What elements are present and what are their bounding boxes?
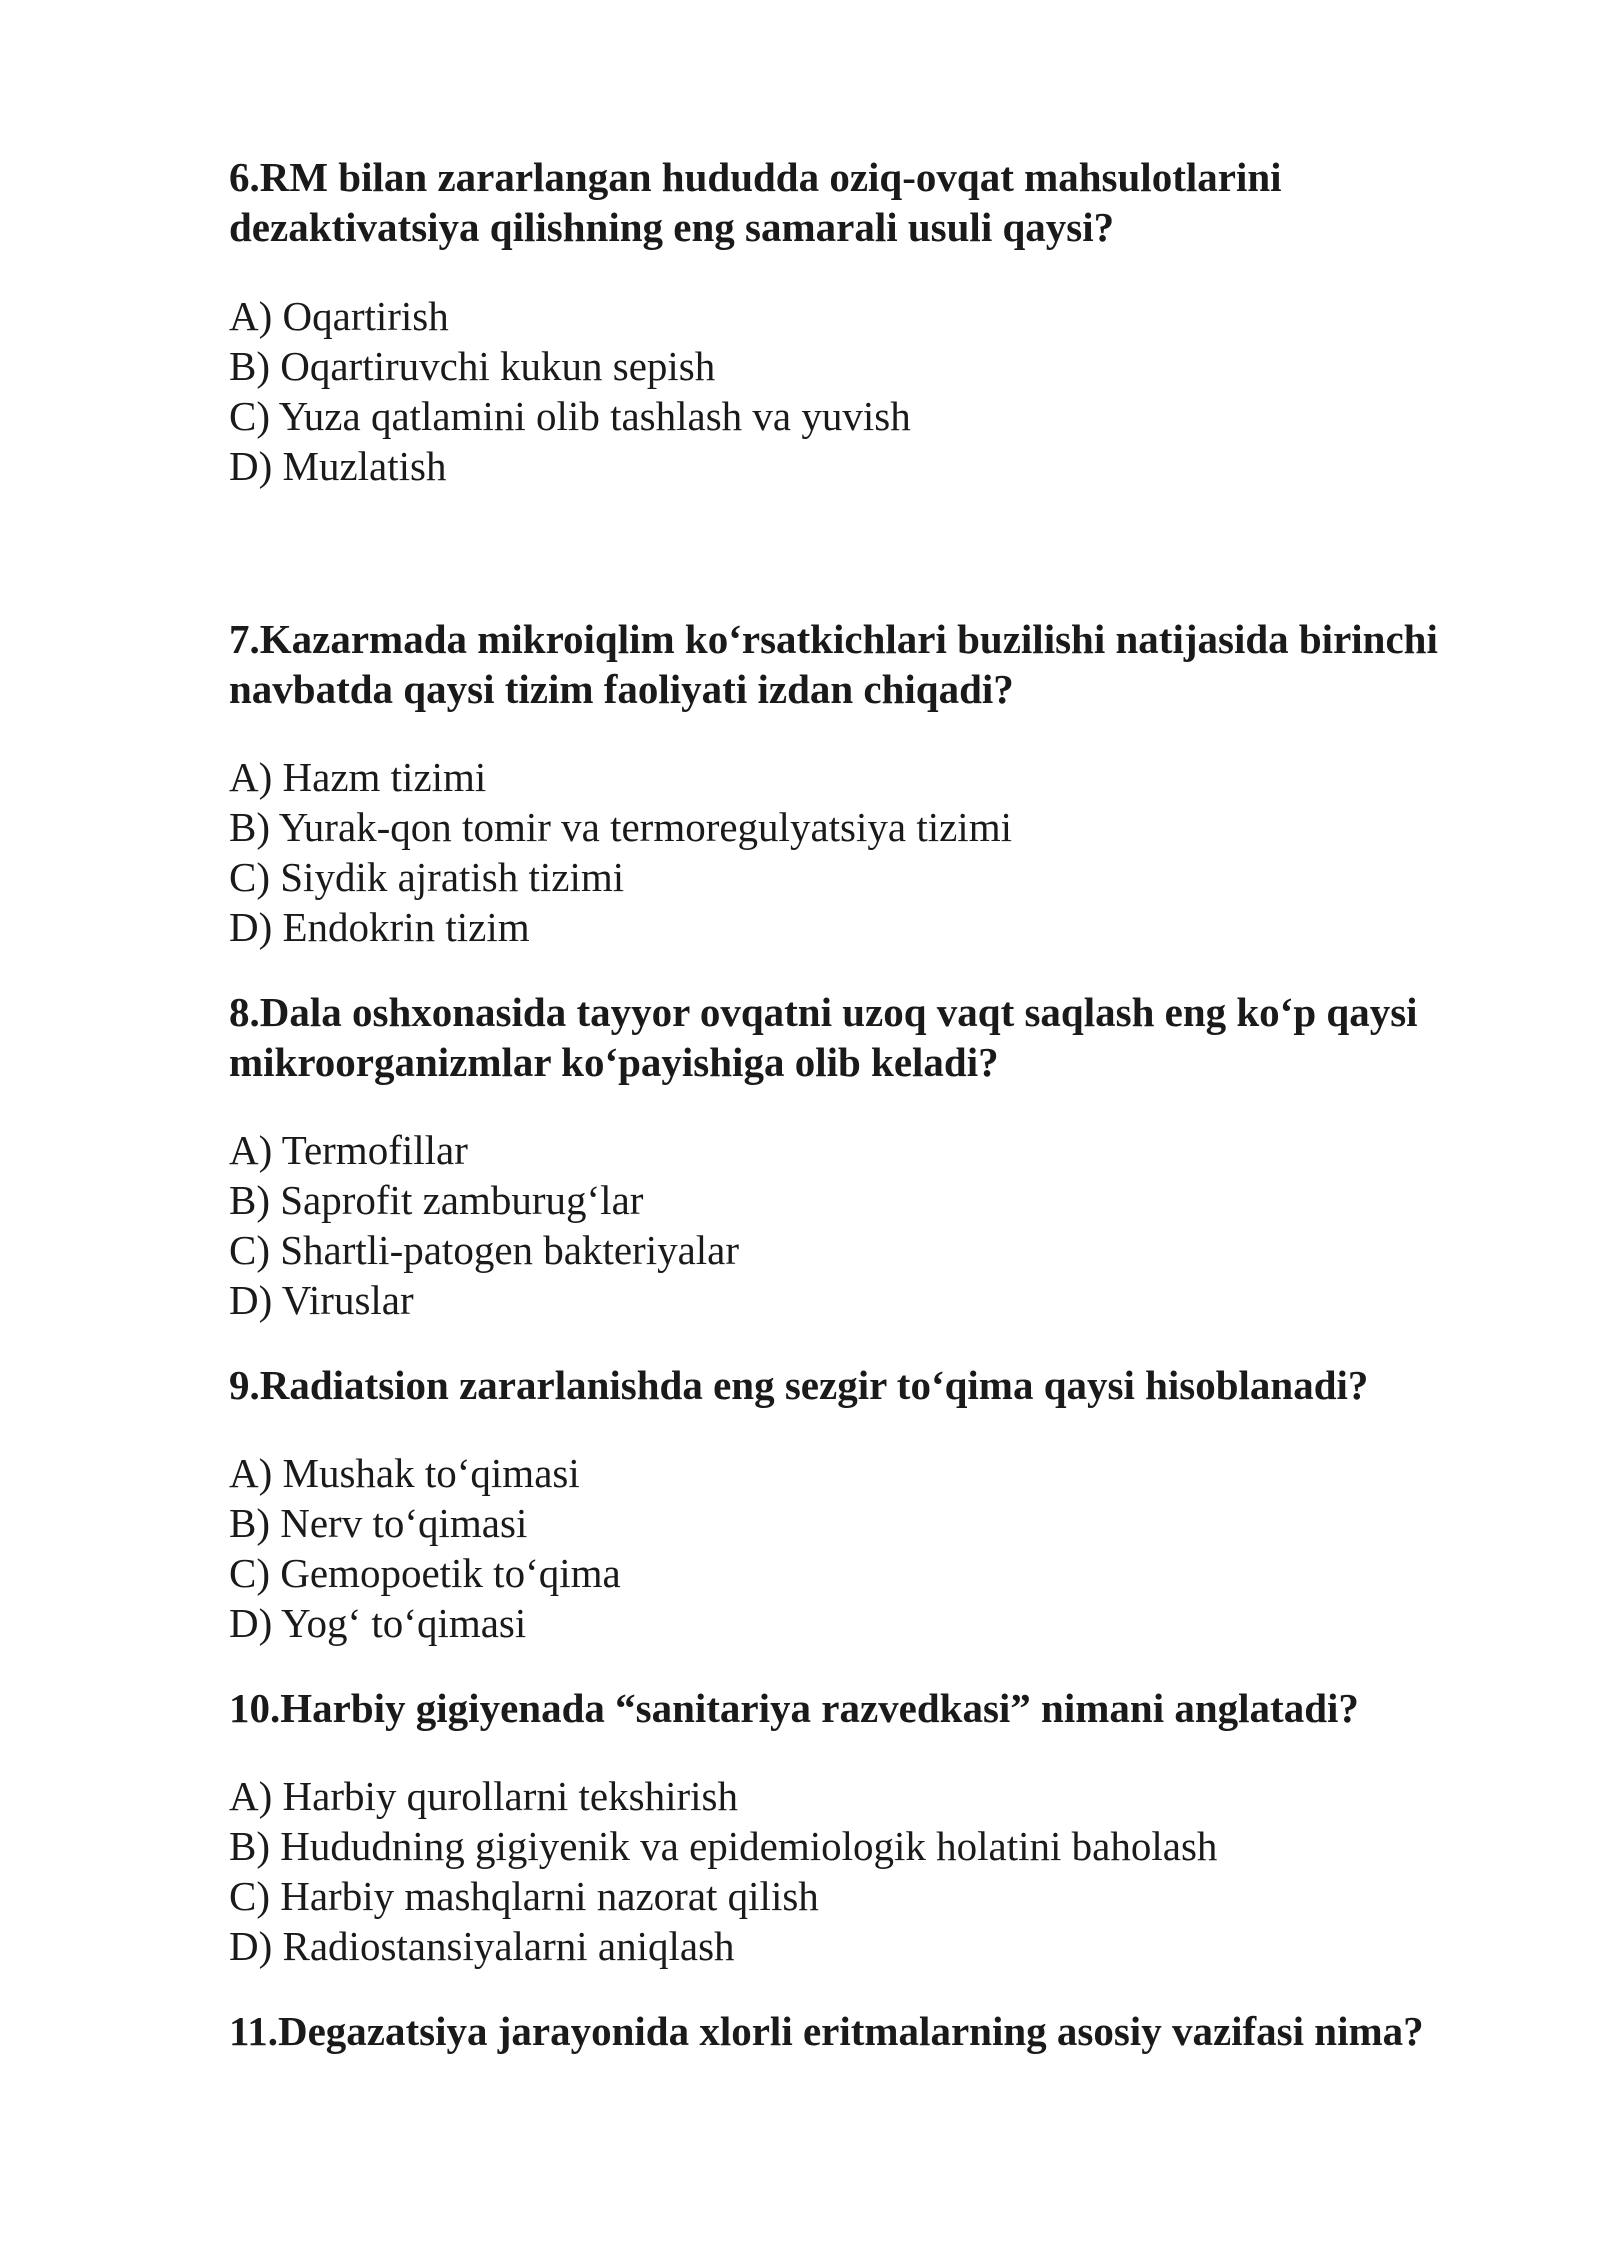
- question-title: 10.Harbiy gigiyenada “sanitariya razvedkasi” nimani anglatadi?: [229, 1685, 1359, 1731]
- answer-option-d: D) Radiostansiyalarni aniqlash: [229, 1923, 735, 1969]
- answer-option-d: D) Muzlatish: [229, 443, 447, 489]
- question-title: 8.Dala oshxonasida tayyor ovqatni uzoq vaqt saqlash eng ko‘p qaysi mikroorganizmlar ko‘payishiga olib keladi?: [229, 989, 1418, 1085]
- answer-option-c: C) Gemopoetik to‘qima: [229, 1550, 621, 1596]
- answer-option-b: B) Nerv to‘qimasi: [229, 1500, 528, 1546]
- answer-option-b: B) Hududning gigiyenik va epidemiologik holatini baholash: [229, 1823, 1218, 1869]
- answer-option-d: D) Yog‘ to‘qimasi: [229, 1600, 527, 1646]
- answer-option-b: B) Yurak-qon tomir va termoregulyatsiya tizimi: [229, 804, 1012, 850]
- answer-option-a: A) Harbiy qurollarni tekshirish: [229, 1773, 738, 1819]
- answer-options: [229, 1125, 1529, 1325]
- answer-options: [229, 1448, 1529, 1648]
- answer-options: [229, 1771, 1529, 1971]
- answer-option-b: B) Oqartiruvchi kukun sepish: [229, 343, 716, 389]
- answer-option-d: D) Viruslar: [229, 1277, 414, 1323]
- answer-option-d: D) Endokrin tizim: [229, 904, 530, 950]
- answer-option-c: C) Siydik ajratish tizimi: [229, 854, 625, 900]
- answer-option-b: B) Saprofit zamburug‘lar: [229, 1177, 644, 1223]
- answer-options: [229, 291, 1529, 491]
- answer-option-a: A) Oqartirish: [229, 293, 449, 339]
- answer-option-c: C) Yuza qatlamini olib tashlash va yuvish: [229, 393, 911, 439]
- question-title: 6.RM bilan zararlangan hududda oziq-ovqat mahsulotlarini dezaktivatsiya qilishning eng samarali usuli qaysi?: [229, 154, 1282, 250]
- answer-option-c: C) Harbiy mashqlarni nazorat qilish: [229, 1873, 819, 1919]
- answer-option-a: A) Mushak to‘qimasi: [229, 1450, 580, 1496]
- question-title: 7.Kazarmada mikroiqlim ko‘rsatkichlari buzilishi natijasida birinchi navbatda qaysi tizim faoliyati izdan chiqadi?: [229, 616, 1438, 712]
- answer-options: [229, 752, 1529, 952]
- question-title: 9.Radiatsion zararlanishda eng sezgir to‘qima qaysi hisoblanadi?: [229, 1362, 1369, 1408]
- answer-option-a: A) Hazm tizimi: [229, 754, 487, 800]
- answer-option-a: A) Termofillar: [229, 1127, 468, 1173]
- answer-option-c: C) Shartli-patogen bakteriyalar: [229, 1227, 740, 1273]
- question-title: 11.Degazatsiya jarayonida xlorli eritmalarning asosiy vazifasi nima?: [229, 2008, 1424, 2054]
